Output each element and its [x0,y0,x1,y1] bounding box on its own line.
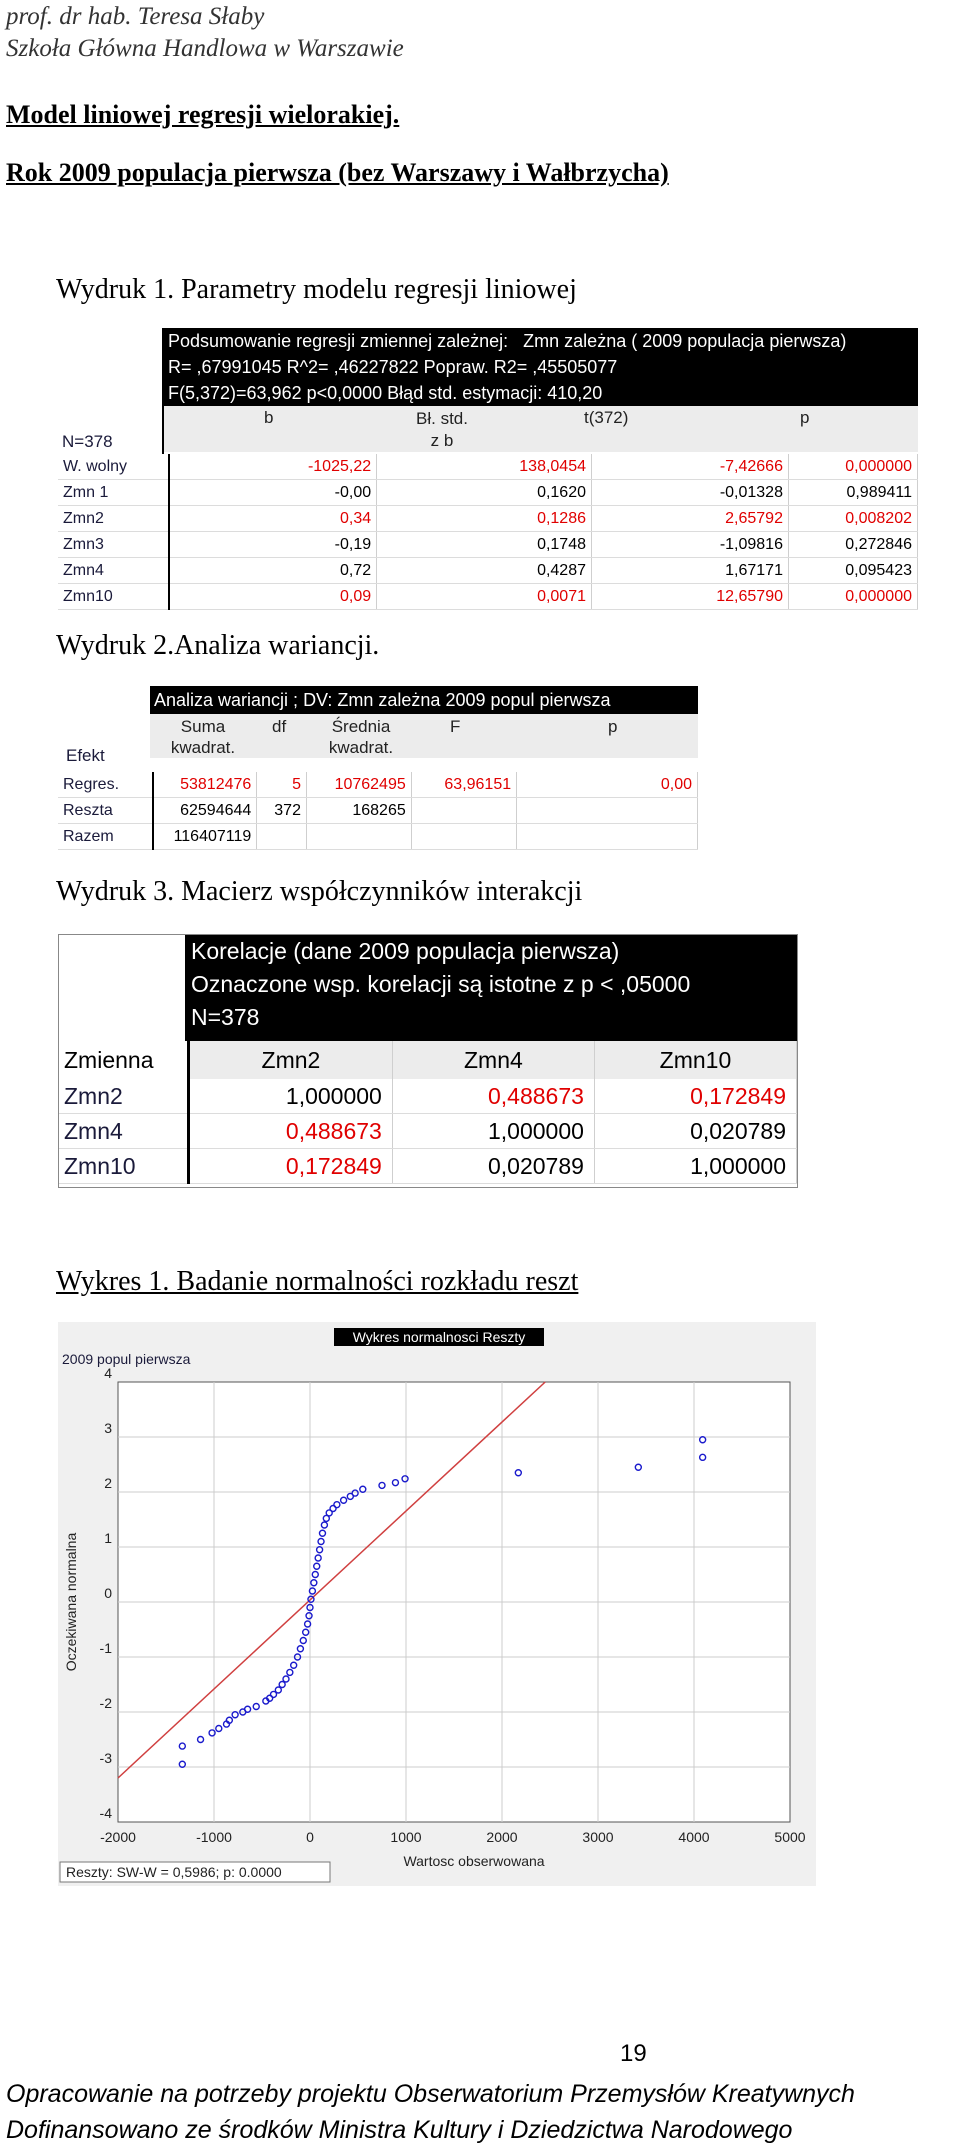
cell-t: -7,42666 [592,454,789,480]
summary-line: Podsumowanie regresji zmiennej zależnej: Zmn zależna ( 2009 populacja pierwsza) [168,331,847,351]
cell-se: 0,1620 [377,480,592,506]
col-ms-line1: Średnia [331,717,391,736]
cell-corr: 0,172849 [594,1079,796,1114]
y-tick-label: 3 [104,1420,112,1436]
cell-t: -1,09816 [592,532,789,558]
cell-p: 0,272846 [788,532,917,558]
cell-b: 0,72 [169,558,377,584]
cell-ss: 62594644 [153,798,257,824]
table-row [58,506,918,532]
cell-name: Regres. [58,772,153,798]
col-ss [160,716,246,758]
wykres1-caption: Wykres 1. Badanie normalności rozkładu reszt [56,1266,579,1297]
cell-b: -1025,22 [169,454,377,480]
wydruk2-caption: Wydruk 2.Analiza wariancji. [56,630,380,661]
cell-t: 2,65792 [592,506,789,532]
normality-chart [58,1322,816,1886]
cell-name: Zmn4 [58,558,169,584]
summary-line: R= ,67991045 R^2= ,46227822 Popraw. R2= ,45505077 [168,357,618,377]
table-row [59,1149,797,1184]
anova-table [58,772,698,850]
cell-t: 1,67171 [592,558,789,584]
chart-subtitle: 2009 popul pierwsza [62,1351,191,1367]
col-df: df [272,717,287,736]
chart-footer: Reszty: SW-W = 0,5986; p: 0.0000 [66,1864,282,1880]
col-b: b [264,408,274,427]
correlation-output [58,934,798,1188]
cell-t: -0,01328 [592,480,789,506]
correlation-title [185,935,797,1041]
col-t: t(372) [584,408,629,427]
col-se-line1: Bł. std. [416,409,468,428]
y-tick-label: 0 [104,1585,112,1601]
cell-ms: 168265 [306,798,411,824]
doc-title: Model liniowej regresji wielorakiej. [6,100,400,129]
cell-corr: 0,020789 [594,1114,796,1149]
table-row [58,798,698,824]
table-row [58,584,918,610]
col-ms-line2: kwadrat. [328,738,394,757]
cell-f: 63,96151 [411,772,516,798]
cell-name: Zmn10 [58,584,169,610]
cell-t: 12,65790 [592,584,789,610]
cell-name: W. wolny [58,454,169,480]
efekt-label: Efekt [66,746,105,765]
col-se-line2: z b [430,431,454,450]
x-tick-label: 1000 [390,1829,422,1845]
cell-p: 0,00 [517,772,698,798]
col-ms [318,716,404,758]
footer-line2: Dofinansowano ze środków Ministra Kultury i Dziedzictwa Narodowego [6,2116,793,2144]
cell-name: Razem [58,824,153,850]
table-row [58,454,918,480]
corr-title-line: Korelacje (dane 2009 populacja pierwsza) [191,938,620,964]
row-label: Zmn10 [59,1149,189,1184]
regression-output [58,328,918,610]
cell-p: 0,989411 [788,480,917,506]
cell-corr: 1,000000 [594,1149,796,1184]
cell-p: 0,000000 [788,454,917,480]
col-se [392,408,492,452]
x-tick-label: -1000 [196,1829,232,1845]
col-header: Zmn10 [594,1041,796,1079]
wydruk1-caption: Wydruk 1. Parametry modelu regresji liniowej [56,274,577,305]
row-label: Zmn4 [59,1114,189,1149]
y-tick-label: 2 [104,1475,112,1491]
anova-header [150,714,698,758]
cell-b: 0,09 [169,584,377,610]
cell-p: 0,000000 [788,584,917,610]
y-tick-label: 4 [104,1365,112,1381]
table-row [58,824,698,850]
regression-summary [164,328,918,406]
header-school: Szkoła Główna Handlowa w Warszawie [6,35,404,62]
y-tick-label: -4 [99,1805,112,1821]
cell-ss: 116407119 [153,824,257,850]
header-author: prof. dr hab. Teresa Słaby [6,3,265,30]
x-tick-label: 4000 [678,1829,710,1845]
cell-corr: 0,488673 [392,1079,594,1114]
chart-svg [58,1322,816,1886]
cell-p [517,798,698,824]
col-var: Zmienna [59,1041,189,1079]
corr-title-line: Oznaczone wsp. korelacji są istotne z p < ,05000 [191,971,691,997]
x-tick-label: -2000 [100,1829,136,1845]
table-row [58,532,918,558]
table-row [58,772,698,798]
cell-se: 0,0071 [377,584,592,610]
regression-header [164,406,918,452]
x-tick-label: 0 [306,1829,314,1845]
y-axis-label: Oczekiwana normalna [63,1532,79,1672]
correlation-table [59,1041,797,1184]
x-tick-label: 3000 [582,1829,614,1845]
y-tick-label: -3 [99,1750,112,1766]
cell-name: Reszta [58,798,153,824]
chart-title: Wykres normalnosci Reszty [352,1329,526,1345]
cell-se: 0,4287 [377,558,592,584]
col-header: Zmn2 [189,1041,393,1079]
x-tick-label: 5000 [774,1829,806,1845]
page-number: 19 [620,2040,647,2067]
cell-corr: 0,020789 [392,1149,594,1184]
wydruk3-caption: Wydruk 3. Macierz współczynników interakcji [56,876,583,907]
cell-name: Zmn 1 [58,480,169,506]
n-label: N=378 [62,432,113,451]
cell-p: 0,095423 [788,558,917,584]
cell-corr: 0,172849 [189,1149,393,1184]
cell-p [517,824,698,850]
cell-df: 5 [257,772,307,798]
col-ss-line1: Suma [180,717,226,736]
cell-corr: 1,000000 [392,1114,594,1149]
cell-ss: 53812476 [153,772,257,798]
footer-line1: Opracowanie na potrzeby projektu Obserwatorium Przemysłów Kreatywnych [6,2080,855,2108]
regression-table [58,454,918,610]
anova-output [58,686,698,854]
anova-title: Analiza wariancji ; DV: Zmn zależna 2009 popul pierwsza [150,686,698,714]
col-header: Zmn4 [392,1041,594,1079]
table-row [58,480,918,506]
col-p: p [800,408,810,427]
cell-df: 372 [257,798,307,824]
col-ss-line2: kwadrat. [170,738,236,757]
y-tick-label: -1 [99,1640,112,1656]
doc-subtitle: Rok 2009 populacja pierwsza (bez Warszawy i Wałbrzycha) [6,158,669,187]
cell-corr: 1,000000 [189,1079,393,1114]
corr-title-line: N=378 [191,1004,260,1030]
table-header [59,1041,797,1079]
x-tick-label: 2000 [486,1829,518,1845]
cell-name: Zmn2 [58,506,169,532]
y-tick-label: -2 [99,1695,112,1711]
cell-p: 0,008202 [788,506,917,532]
x-axis-label: Wartosc obserwowana [403,1853,545,1869]
table-row [59,1114,797,1149]
table-row [59,1079,797,1114]
cell-f [411,798,516,824]
row-label: Zmn2 [59,1079,189,1114]
summary-line: F(5,372)=63,962 p<0,0000 Błąd std. estymacji: 410,20 [168,383,603,403]
cell-se: 138,0454 [377,454,592,480]
cell-name: Zmn3 [58,532,169,558]
cell-ms: 10762495 [306,772,411,798]
cell-df [257,824,307,850]
y-tick-label: 1 [104,1530,112,1546]
cell-b: 0,34 [169,506,377,532]
cell-se: 0,1286 [377,506,592,532]
cell-f [411,824,516,850]
cell-se: 0,1748 [377,532,592,558]
cell-b: -0,00 [169,480,377,506]
cell-corr: 0,488673 [189,1114,393,1149]
col-p: p [608,717,618,736]
cell-ms [306,824,411,850]
cell-b: -0,19 [169,532,377,558]
col-f: F [450,717,461,736]
table-row [58,558,918,584]
